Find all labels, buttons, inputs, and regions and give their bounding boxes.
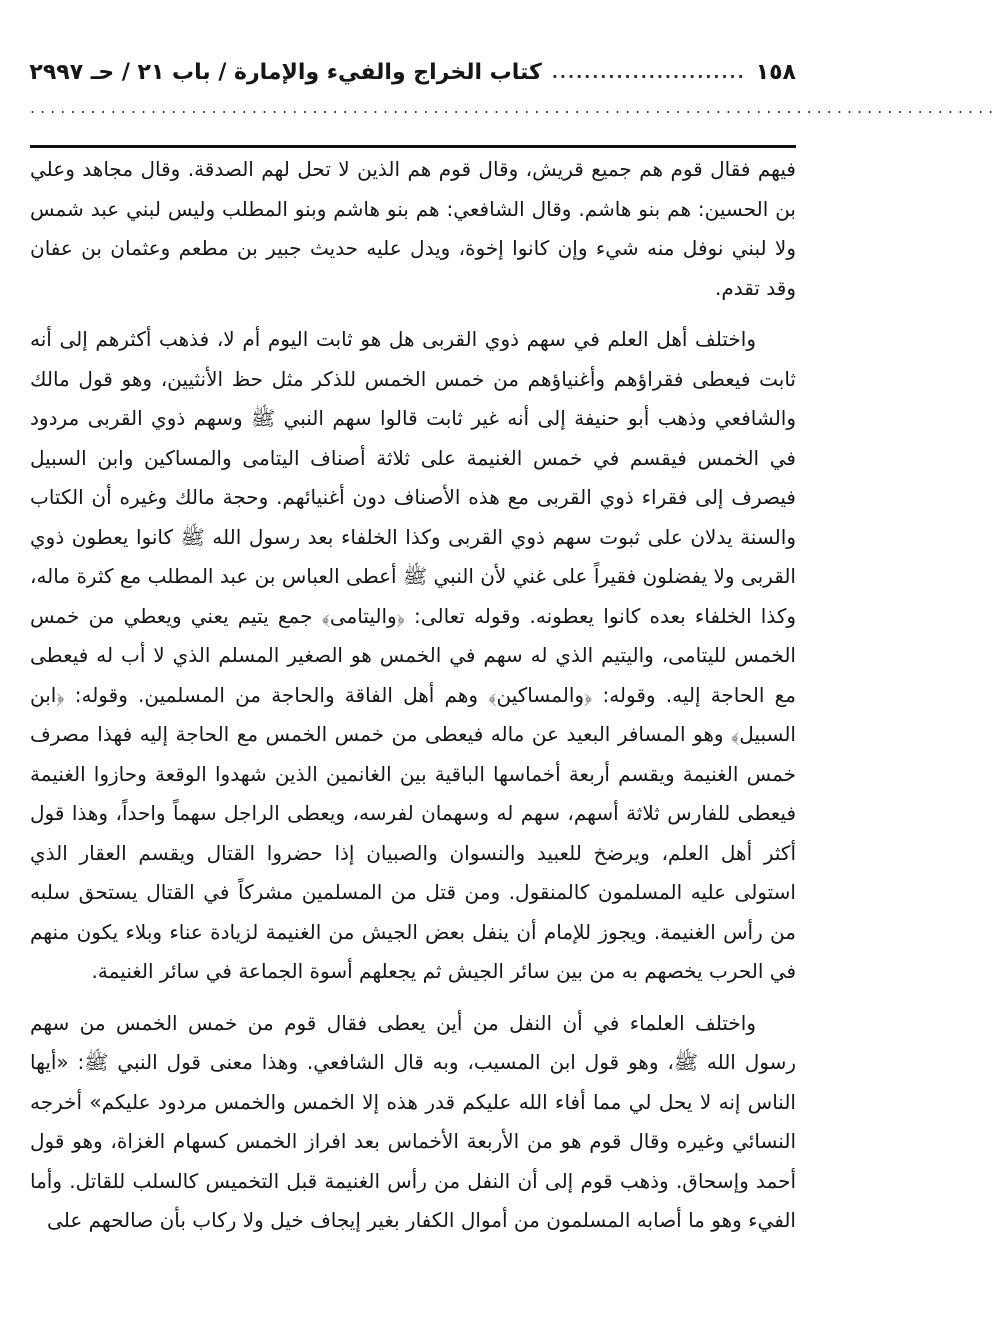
running-title: كتاب الخراج والفيء والإمارة / باب ٢١ / حـ ٢٩٩٧ [29,59,542,85]
page-header [30,52,796,92]
header-rule [30,145,796,148]
paragraph-2: واختلف أهل العلم في سهم ذوي القربى هل هو ثابت اليوم أم لا، فذهب أكثرهم إلى أنه ثابت فيعطى فقراؤهم وأغنياؤهم من خمس الخمس للذكر مثل حظ الأنثيين، وهو قول مالك والشافعي وذهب أبو حنيفة إلى أنه غير ثابت قالوا سهم النبي ﷺ وسهم ذوي القربى مردود في الخمس فيقسم في خمس الغنيمة على ثلاثة أصناف اليتامى والمساكين وابن السبيل فيصرف إلى فقراء ذوي القربى مع هذه الأصناف دون أغنيائهم. وحجة مالك وغيره أن الكتاب والسنة يدلان على ثبوت سهم ذوي القربى وكذا الخلفاء بعد رسول الله ﷺ كانوا يعطون ذوي القربى ولا يفضلون فقيراً على غني لأن النبي ﷺ أعطى العباس بن عبد المطلب مع كثرة ماله، وكذا الخلفاء بعده كانوا يعطونه. وقوله تعالى: ﴿واليتامى﴾ جمع يتيم يعني ويعطي من خمس الخمس لليتامى، واليتيم الذي له سهم في الخمس هو الصغير المسلم الذي لا أب له فيعطى مع الحاجة إليه. وقوله: ﴿والمساكين﴾ وهم أهل الفاقة والحاجة من المسلمين. وقوله: ﴿ابن السبيل﴾ وهو المسافر البعيد عن ماله فيعطى من خمس الخمس مع الحاجة إليه فهذا مصرف خمس الغنيمة ويقسم أربعة أخماسها الباقية بين الغانمين الذين شهدوا الوقعة وحازوا الغنيمة فيعطى للفارس ثلاثة أسهم، سهم له وسهمان لفرسه، ويعطى الراجل سهماً واحداً، وهذا قول أكثر أهل العلم، ويرضخ للعبيد والنسوان والصبيان إذا حضروا القتال ويقسم العقار الذي استولى عليه المسلمون كالمنقول. ومن قتل من المسلمين مشركاً في القتال يستحق سلبه من رأس الغنيمة. ويجوز للإمام أن ينفل بعض الجيش من الغنيمة لزيادة عناء وبلاء يكون منهم في الحرب يخصهم به من بين سائر الجيش ثم يجعلهم أسوة الجماعة في سائر الغنيمة. [30,327,796,983]
paragraph-1: فيهم فقال قوم هم جميع قريش، وقال قوم هم الذين لا تحل لهم الصدقة. وقال مجاهد وعلي بن الحسين: هم بنو هاشم. وقال الشافعي: هم بنو هاشم وبنو المطلب وليس لبني عبد شمس ولا لبني نوفل منه شيء وإن كانوا إخوة، ويدل عليه حديث جبير بن مطعم وعثمان بن عفان وقد تقدم. [30,157,796,300]
page-number: ١٥٨ [755,59,796,85]
main-text [30,150,796,1241]
paragraph-3: واختلف العلماء في أن النفل من أين يعطى فقال قوم من خمس الخمس من سهم رسول الله ﷺ، وهو قول ابن المسيب، وبه قال الشافعي. وهذا معنى قول النبي ﷺ: «أيها الناس إنه لا يحل لي مما أفاء الله عليكم قدر هذه إلا الخمس والخمس مردود عليكم» أخرجه النسائي وغيره وقال قوم هو من الأربعة الأخماس بعد افراز الخمس كسهام الغزاة، وهو قول أحمد وإسحاق. وذهب قوم إلى أن النفل من رأس الغنيمة قبل التخميس كالسلب للقاتل. وأما الفيء وهو ما أصابه المسلمون من أموال الكفار بغير إيجاف خيل ولا ركاب بأن صالحهم على [30,1010,796,1232]
dotted-separator: ................................................................................................ [30,98,998,117]
header-leader-dots: ........................ [551,62,746,82]
